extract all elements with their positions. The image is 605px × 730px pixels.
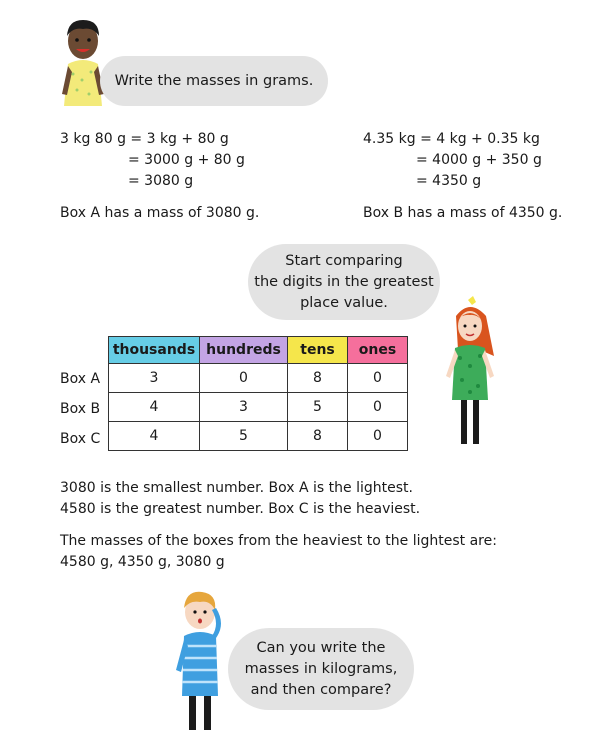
boy-thinking-character-illustration [172, 584, 228, 730]
calc-right-summary: Box B has a mass of 4350 g. [363, 205, 563, 221]
header-thousands: thousands [109, 337, 200, 364]
table-row [109, 364, 408, 393]
header-hundreds: hundreds [200, 337, 288, 364]
boy-character-illustration [58, 14, 108, 106]
bubble-bottom-line-1: Can you write the [256, 639, 386, 656]
conclusion-line-1: 3080 is the smallest number. Box A is the lightest. [60, 480, 413, 496]
row-label-box-c: Box C [60, 431, 101, 447]
conclusion-line-2: 4580 is the greatest number. Box C is the heaviest. [60, 501, 421, 517]
girl-character-illustration [440, 296, 500, 448]
row-label-box-b: Box B [60, 401, 101, 417]
table-row [109, 393, 408, 422]
calc-right-line-1: 4.35 kg = 4 kg + 0.35 kg [363, 131, 540, 147]
table-cell: 3 [109, 364, 200, 393]
calc-right-line-2: = 4000 g + 350 g [416, 152, 542, 168]
calc-left-summary: Box A has a mass of 3080 g. [60, 205, 260, 221]
table-cell: 0 [348, 393, 408, 422]
table-cell: 4 [109, 422, 200, 451]
table-cell: 3 [200, 393, 288, 422]
calc-left-line-3: = 3080 g [128, 173, 194, 189]
table-cell: 4 [109, 393, 200, 422]
bubble-bottom-line-2: masses in kilograms, [244, 660, 398, 677]
bubble-bottom-line-3: and then compare? [250, 681, 392, 698]
table-cell: 8 [288, 364, 348, 393]
table-header-row [109, 337, 408, 364]
bubble-mid-line-1: Start comparing [285, 252, 403, 269]
place-value-table [108, 336, 408, 451]
calc-left-line-1: 3 kg 80 g = 3 kg + 80 g [60, 131, 229, 147]
table-row [109, 422, 408, 451]
table-cell: 5 [200, 422, 288, 451]
table-cell: 0 [200, 364, 288, 393]
bubble-mid-line-3: place value. [300, 294, 388, 311]
row-label-box-a: Box A [60, 371, 101, 387]
table-cell: 5 [288, 393, 348, 422]
table-cell: 0 [348, 422, 408, 451]
conclusion-line-4: 4580 g, 4350 g, 3080 g [60, 554, 225, 570]
header-tens: tens [288, 337, 348, 364]
header-ones: ones [348, 337, 408, 364]
calc-left-line-2: = 3000 g + 80 g [128, 152, 245, 168]
speech-bubble-write-in-kilograms [228, 628, 414, 710]
bubble-mid-line-2: the digits in the greatest [254, 273, 434, 290]
speech-bubble-start-comparing [248, 244, 440, 320]
speech-bubble-write-masses [100, 56, 328, 106]
table-cell: 0 [348, 364, 408, 393]
calc-right-line-3: = 4350 g [416, 173, 482, 189]
table-cell: 8 [288, 422, 348, 451]
conclusion-line-3: The masses of the boxes from the heaviest to the lightest are: [60, 533, 497, 549]
bubble-text: Write the masses in grams. [114, 72, 314, 89]
